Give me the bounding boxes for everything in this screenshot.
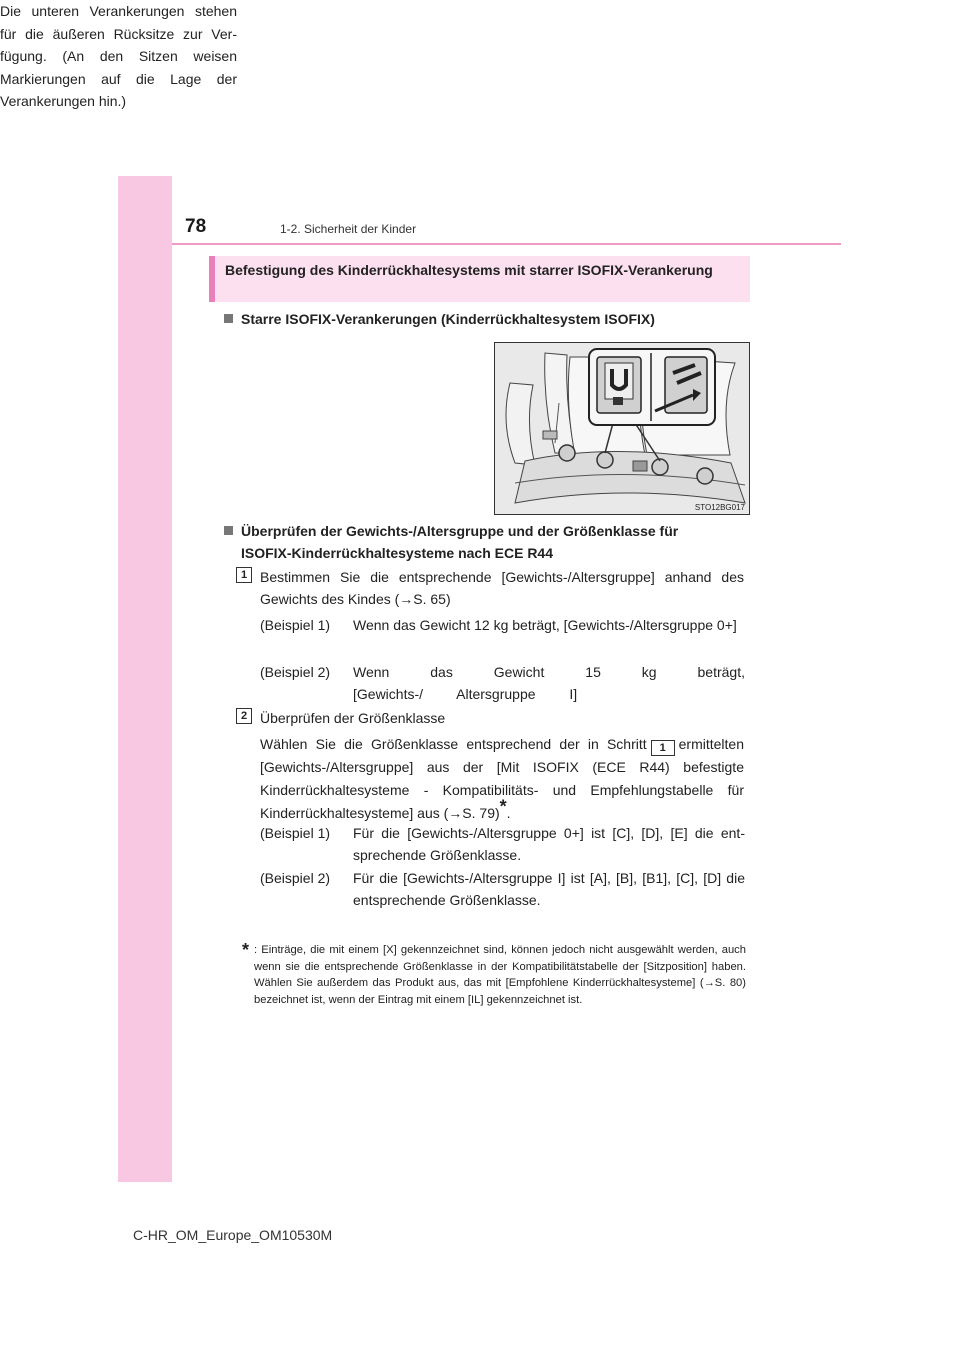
footnote xyxy=(242,942,746,1008)
example-text: Wenn das Gewicht 12 kg beträgt, [Gewichts-/Altersgruppe 0+] xyxy=(353,617,737,633)
rear-seat-illustration xyxy=(495,343,750,515)
subheading-weight-size-check xyxy=(224,520,750,564)
page-number: 78 xyxy=(185,216,207,237)
example-label: (Beispiel 2) xyxy=(260,664,331,680)
step-2-text-part-2: ermittelten [Gewichts-/Altersgruppe] aus der [Mit ISOFIX (ECE R44) befestigte Kinderrückhaltesysteme - Kompatibilitäts- und Empfehlungstabelle für Kinderrückhaltesysteme] aus (→S. 79) xyxy=(260,736,744,821)
step-number-1: 1 xyxy=(236,567,252,583)
intro-paragraph: Die unteren Verankerungen stehen für die äußeren Rücksitze zur Verfügung. (An den Sitzen weisen Markierungen auf die Lage der Verankerungen hin.) xyxy=(0,3,237,109)
example-text: Für die [Gewichts-/Altersgruppe I] ist [A], [B], [B1], [C], [D] die entsprechende Größenklasse. xyxy=(353,870,745,908)
step-number-2: 2 xyxy=(236,708,252,724)
step-1-example-2 xyxy=(260,661,745,705)
figure-label: STO12BG017 xyxy=(694,503,745,512)
example-label: (Beispiel 1) xyxy=(260,825,331,841)
example-text: Für die [Gewichts-/Altersgruppe 0+] ist [C], [D], [E] die entsprechende Größenklasse. xyxy=(353,825,745,863)
step-2-text-end: . xyxy=(506,805,511,821)
section-header: 1-2. Sicherheit der Kinder xyxy=(280,222,417,236)
section-title-box: Befestigung des Kinderrückhaltesystems mit starrer ISOFIX-Verankerung xyxy=(209,256,750,302)
isofix-figure xyxy=(494,342,750,515)
subheading-line-2: ISOFIX-Kinderrückhaltesysteme nach ECE R44 xyxy=(241,545,553,561)
step-2-text xyxy=(260,733,744,825)
header-rule xyxy=(172,243,841,245)
example-label: (Beispiel 2) xyxy=(260,870,331,886)
footnote-star: * xyxy=(242,940,250,960)
footnote-marker: * xyxy=(499,796,507,817)
subheading-text: Starre ISOFIX-Verankerungen (Kinderrückhaltesystem ISOFIX) xyxy=(241,311,655,327)
bullet-square-icon xyxy=(224,314,233,323)
step-reference-1: 1 xyxy=(651,740,675,756)
chapter-sidebar xyxy=(118,176,172,1182)
footnote-text: : Einträge, die mit einem [X] gekennzeichnet sind, können jedoch nicht ausgewählt werden, auch wenn sie die entsprechende Größenklasse in der Kompatibilitätstabelle der [Sitzposition] haben. Wählen Sie außerdem das Produkt aus, das mit [Empfohlene Kinderrückhaltesysteme] (→S. 80) bezeichnet ist, wenn der Eintrag mit einem [IL] gekennzeichnet ist. xyxy=(254,944,746,1006)
subheading-isofix-anchors xyxy=(224,308,754,330)
step-2-text-part-1: Wählen Sie die Größenklasse entsprechend der in Schritt xyxy=(260,736,647,752)
example-text: Wenn das Gewicht 15 kg beträgt, [Gewichts-/ Altersgruppe I] xyxy=(353,664,745,702)
step-2-title: Überprüfen der Größenklasse xyxy=(260,710,446,726)
step-2-example-1 xyxy=(260,822,745,866)
step-1-text: Bestimmen Sie die entsprechende [Gewichts-/Altersgruppe] anhand des Gewichts des Kindes (→S. 65) xyxy=(260,569,744,607)
subheading-line-1: Überprüfen der Gewichts-/Altersgruppe und der Größenklasse für xyxy=(241,523,679,539)
bullet-square-icon xyxy=(224,526,233,535)
step-2-example-2 xyxy=(260,867,745,911)
example-label: (Beispiel 1) xyxy=(260,617,331,633)
page-footer: C-HR_OM_Europe_OM10530M xyxy=(133,1227,333,1243)
step-1-example-1 xyxy=(260,614,745,658)
